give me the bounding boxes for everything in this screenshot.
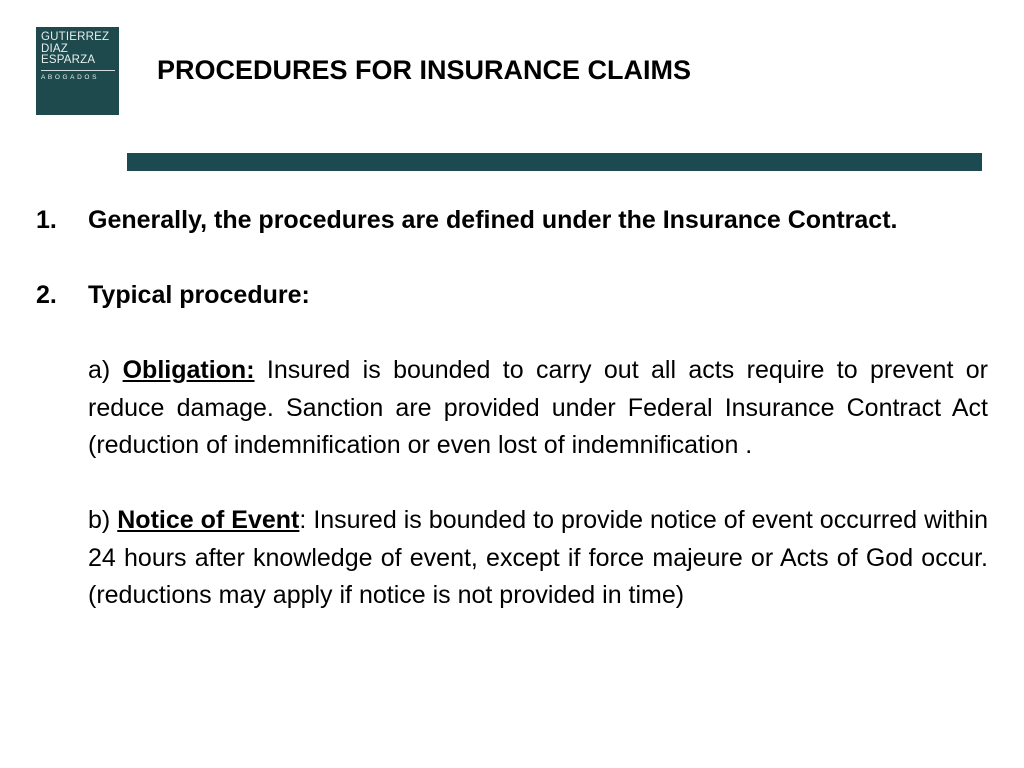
logo-divider [41,70,115,71]
paragraph-notice-of-event [36,502,988,615]
paragraph-prefix: a) [88,356,123,384]
paragraph-body: : Insured is bounded to provide notice of event occurred within 24 hours after knowledge of event, except if force majeure or Acts of God occur. (reductions may apply if notice is not provided in time) [88,506,988,609]
paragraph-heading: Notice of Event [117,506,300,534]
list-item-text: Typical procedure: [88,281,310,309]
paragraph-prefix: b) [88,506,118,534]
slide-content [36,202,988,615]
paragraph-body: Insured is bounded to carry out all acts require to prevent or reduce damage. Sanction are provided under Federal Insurance Contract Act (reduction of indemnification or even lost of indemnification . [88,356,988,459]
paragraph-obligation [36,352,988,465]
slide-title: PROCEDURES FOR INSURANCE CLAIMS [157,55,692,85]
firm-logo [36,27,119,115]
logo-line-3: ESPARZA [41,54,96,66]
list-item [36,277,988,315]
list-item-number: 1. [36,206,57,234]
logo-subtitle: ABOGADOS [41,73,100,81]
spacer [36,465,988,503]
logo-line-1: GUTIERREZ [41,31,110,43]
title-accent-bar [127,153,982,171]
logo-line-2: DIAZ [41,42,68,55]
paragraph-heading: Obligation: [122,356,255,384]
list-item-text: Generally, the procedures are defined under the Insurance Contract. [88,206,898,234]
spacer [36,240,988,278]
list-item [36,202,988,240]
spacer [36,315,988,353]
list-item-number: 2. [36,281,57,309]
